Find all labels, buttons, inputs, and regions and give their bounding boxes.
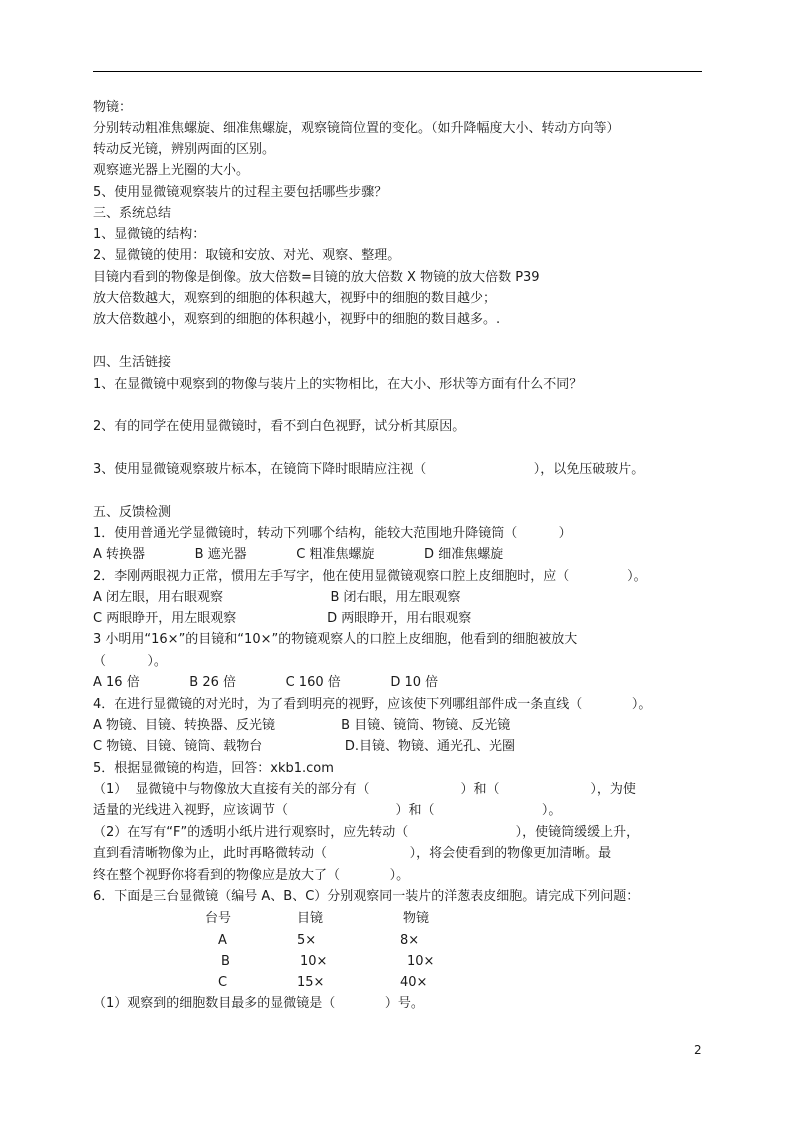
table-cell: A [218,933,227,948]
text-line: 6．下面是三台显微镜（编号 A、B、C）分别观察同一装片的洋葱表皮细胞。请完成下列问题： [93,889,640,904]
text-line: 终在整个视野你将看到的物像应是放大了（ ）。 [93,868,410,883]
text-line: （1） 显微镜中与物像放大直接有关的部分有（ ）和（ ），为使 [93,782,636,797]
text-line: 1、显微镜的结构： [93,227,206,242]
table-cell: 40× [400,975,428,990]
text-line: 2、有的同学在使用显微镜时，看不到白色视野，试分析其原因。 [93,419,466,434]
text-line: C 物镜、目镜、镜筒、载物台 D.目镜、物镜、通光孔、光圈 [93,739,515,754]
text-line: 1．使用普通光学显微镜时，转动下列哪个结构，能较大范围地升降镜筒（ ） [93,526,572,541]
text-line: 2．李刚两眼视力正常，惯用左手写字，他在使用显微镜观察口腔上皮细胞时，应（ ）。 [93,569,647,584]
text-line: A 物镜、目镜、转换器、反光镜 B 目镜、镜筒、物镜、反光镜 [93,718,511,733]
text-line: （2）在写有“F”的透明小纸片进行观察时，应先转动（ ），使镜筒缓缓上升， [93,825,640,840]
table-cell: 8× [400,933,420,948]
table-header-stage: 台号 [205,911,232,926]
text-line: 物镜： [93,100,133,115]
table-cell: C [218,975,228,990]
text-line: A 转换器 B 遮光器 C 粗准焦螺旋 D 细准焦螺旋 [93,547,504,562]
text-line: A 闭左眼，用右眼观察 B 闭右眼，用左眼观察 [93,590,461,605]
text-line: 4．在进行显微镜的对光时，为了看到明亮的视野，应该使下列哪组部件成一条直线（ ）。 [93,697,652,712]
table-header-eyepiece: 目镜 [297,911,324,926]
text-line: 2、显微镜的使用：取镜和安放、对光、观察、整理。 [93,248,401,263]
text-line: 三、系统总结 [93,206,172,221]
text-line: 五、反馈检测 [93,505,172,520]
table-cell: 10× [407,954,435,969]
text-line: 分别转动粗准焦螺旋、细准焦螺旋，观察镜筒位置的变化。（如升降幅度大小、转动方向等） [93,121,620,136]
text-line: 观察遮光器上光圈的大小。 [93,163,250,178]
table-cell: 15× [297,975,325,990]
text-line: 5．根据显微镜的构造，回答：xkb1.com [93,761,334,776]
text-line: 1、在显微镜中观察到的物像与装片上的实物相比，在大小、形状等方面有什么不同？ [93,377,583,392]
table-cell: 10× [300,954,328,969]
text-line: 3、使用显微镜观察玻片标本，在镜筒下降时眼睛应注视（ ），以免压破玻片。 [93,462,645,477]
text-line: A 16 倍 B 26 倍 C 160 倍 D 10 倍 [93,675,439,690]
text-line: 5、使用显微镜观察装片的过程主要包括哪些步骤？ [93,185,388,200]
text-line: 放大倍数越小，观察到的细胞的体积越小，视野中的细胞的数目越多。. [93,312,501,327]
text-line: C 两眼睁开，用左眼观察 D 两眼睁开，用右眼观察 [93,611,472,626]
table-cell: B [221,954,230,969]
table-header-objective: 物镜 [403,911,430,926]
text-line: 适量的光线进入视野，应该调节（ ）和（ ）。 [93,803,562,818]
text-line: （ ）。 [93,654,167,669]
text-line: 放大倍数越大，观察到的细胞的体积越大，视野中的细胞的数目越少； [93,291,497,306]
table-cell: 5× [297,933,317,948]
text-line: 转动反光镜，辨别两面的区别。 [93,142,276,157]
header-rule [93,71,702,72]
text-line: （1）观察到的细胞数目最多的显微镜是（ ）号。 [93,996,424,1011]
text-line: 直到看清晰物像为止，此时再略微转动（ ），将会使看到的物像更加清晰。最 [93,846,612,861]
text-line: 目镜内看到的物像是倒像。放大倍数=目镜的放大倍数 X 物镜的放大倍数 P39 [93,270,540,285]
text-line: 3 小明用“16×”的目镜和“10×”的物镜观察人的口腔上皮细胞，他看到的细胞被放大 [93,632,578,647]
text-line: 四、生活链接 [93,355,172,370]
page-number: 2 [694,1043,702,1057]
